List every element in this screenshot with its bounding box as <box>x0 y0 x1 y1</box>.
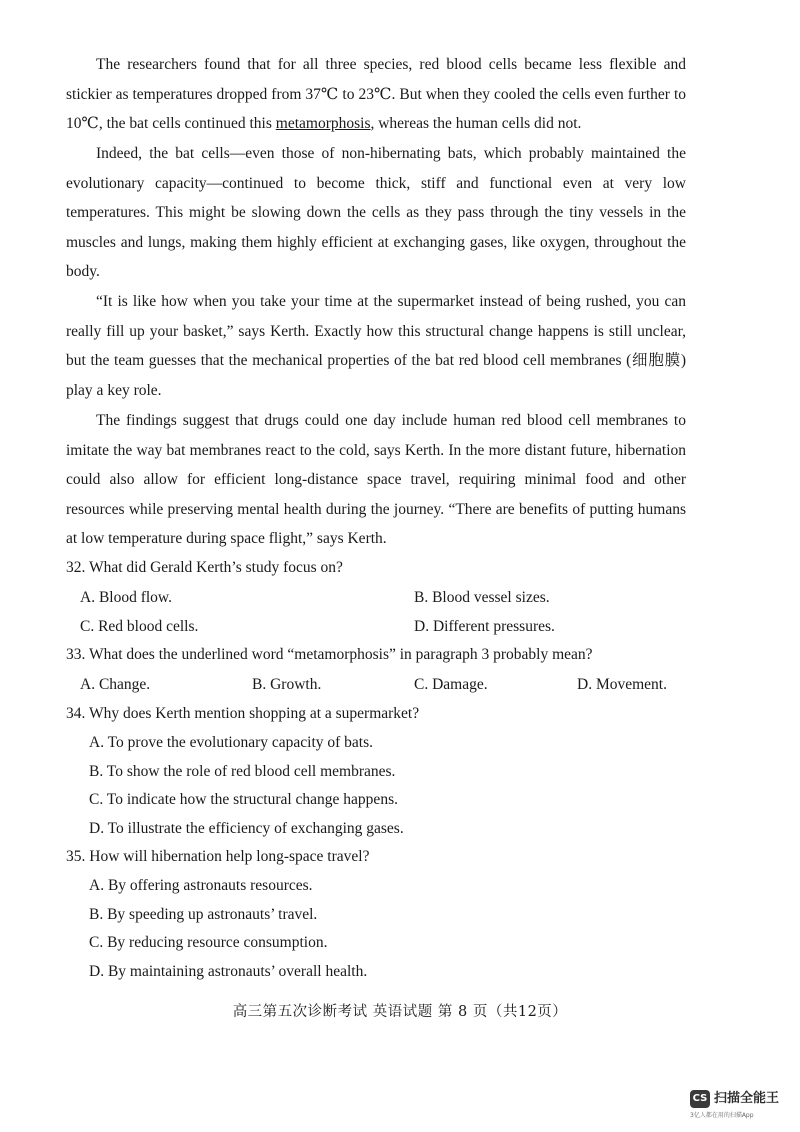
q35-option-d: D. By maintaining astronauts’ overall health. <box>89 963 368 980</box>
q34-option-d: D. To illustrate the efficiency of exchanging gases. <box>89 820 404 837</box>
paragraph-4: The findings suggest that drugs could one day include human red blood cell membranes to imitate the way bat membranes react to the cold, says Kerth. In the more distant future, hibernation could also allow for efficient long-distance space travel, requiring minimal food and other resources while preserving mental health during the journey. “There are benefits of putting humans at low temperature during space flight,” says Kerth. <box>66 412 686 547</box>
page-footer: 高三第五次诊断考试 英语试题 第 8 页（共12页） <box>232 1004 568 1020</box>
scanner-brand: 扫描全能王 <box>714 1091 780 1106</box>
q35-option-b: B. By speeding up astronauts’ travel. <box>89 906 318 923</box>
q33-option-a: A. Change. <box>80 676 151 693</box>
q33-option-b: B. Growth. <box>252 676 322 693</box>
paragraph-3: “It is like how when you take your time at the supermarket instead of being rushed, you can really fill up your basket,” says Kerth. Exactly how this structural change happens is still unclear, but the team guesses that the mechanical properties of the bat red blood cell membranes (细胞膜) play a key role. <box>66 293 686 399</box>
q34-option-b: B. To show the role of red blood cell membranes. <box>89 763 396 780</box>
paragraph-1: The researchers found that for all three species, red blood cells became less flexible and stickier as temperatures dropped from 37℃ to 23℃. But when they cooled the cells even further to 10℃, the bat cells continued this metamorphosis, whereas the human cells did not. <box>66 56 686 132</box>
q34-option-a: A. To prove the evolutionary capacity of bats. <box>89 734 374 751</box>
q32-option-c: C. Red blood cells. <box>80 618 199 635</box>
q32-option-a: A. Blood flow. <box>80 589 172 606</box>
q35-option-c: C. By reducing resource consumption. <box>89 934 328 951</box>
underlined-word: metamorphosis <box>275 115 371 132</box>
scanner-tagline: 3亿人都在用的扫描App <box>690 1112 754 1119</box>
q32-option-d: D. Different pressures. <box>414 618 555 635</box>
question-34: 34. Why does Kerth mention shopping at a supermarket? <box>66 705 420 722</box>
q33-option-c: C. Damage. <box>414 676 488 693</box>
question-33: 33. What does the underlined word “metamorphosis” in paragraph 3 probably mean? <box>66 646 593 663</box>
question-32: 32. What did Gerald Kerth’s study focus on? <box>66 559 343 576</box>
q34-option-c: C. To indicate how the structural change happens. <box>89 791 398 808</box>
q33-option-d: D. Movement. <box>577 676 667 693</box>
question-35: 35. How will hibernation help long-space travel? <box>66 848 370 865</box>
paragraph-2: Indeed, the bat cells—even those of non-hibernating bats, which probably maintained the evolutionary capacity—continued to become thick, stiff and functional even at very low temperatures. This might be slowing down the cells as they pass through the tiny vessels in the muscles and lungs, making them highly efficient at exchanging gases, like oxygen, throughout the body. <box>66 145 686 280</box>
camscanner-logo-icon: CS <box>690 1090 710 1108</box>
q35-option-a: A. By offering astronauts resources. <box>89 877 313 894</box>
q32-option-b: B. Blood vessel sizes. <box>414 589 550 606</box>
